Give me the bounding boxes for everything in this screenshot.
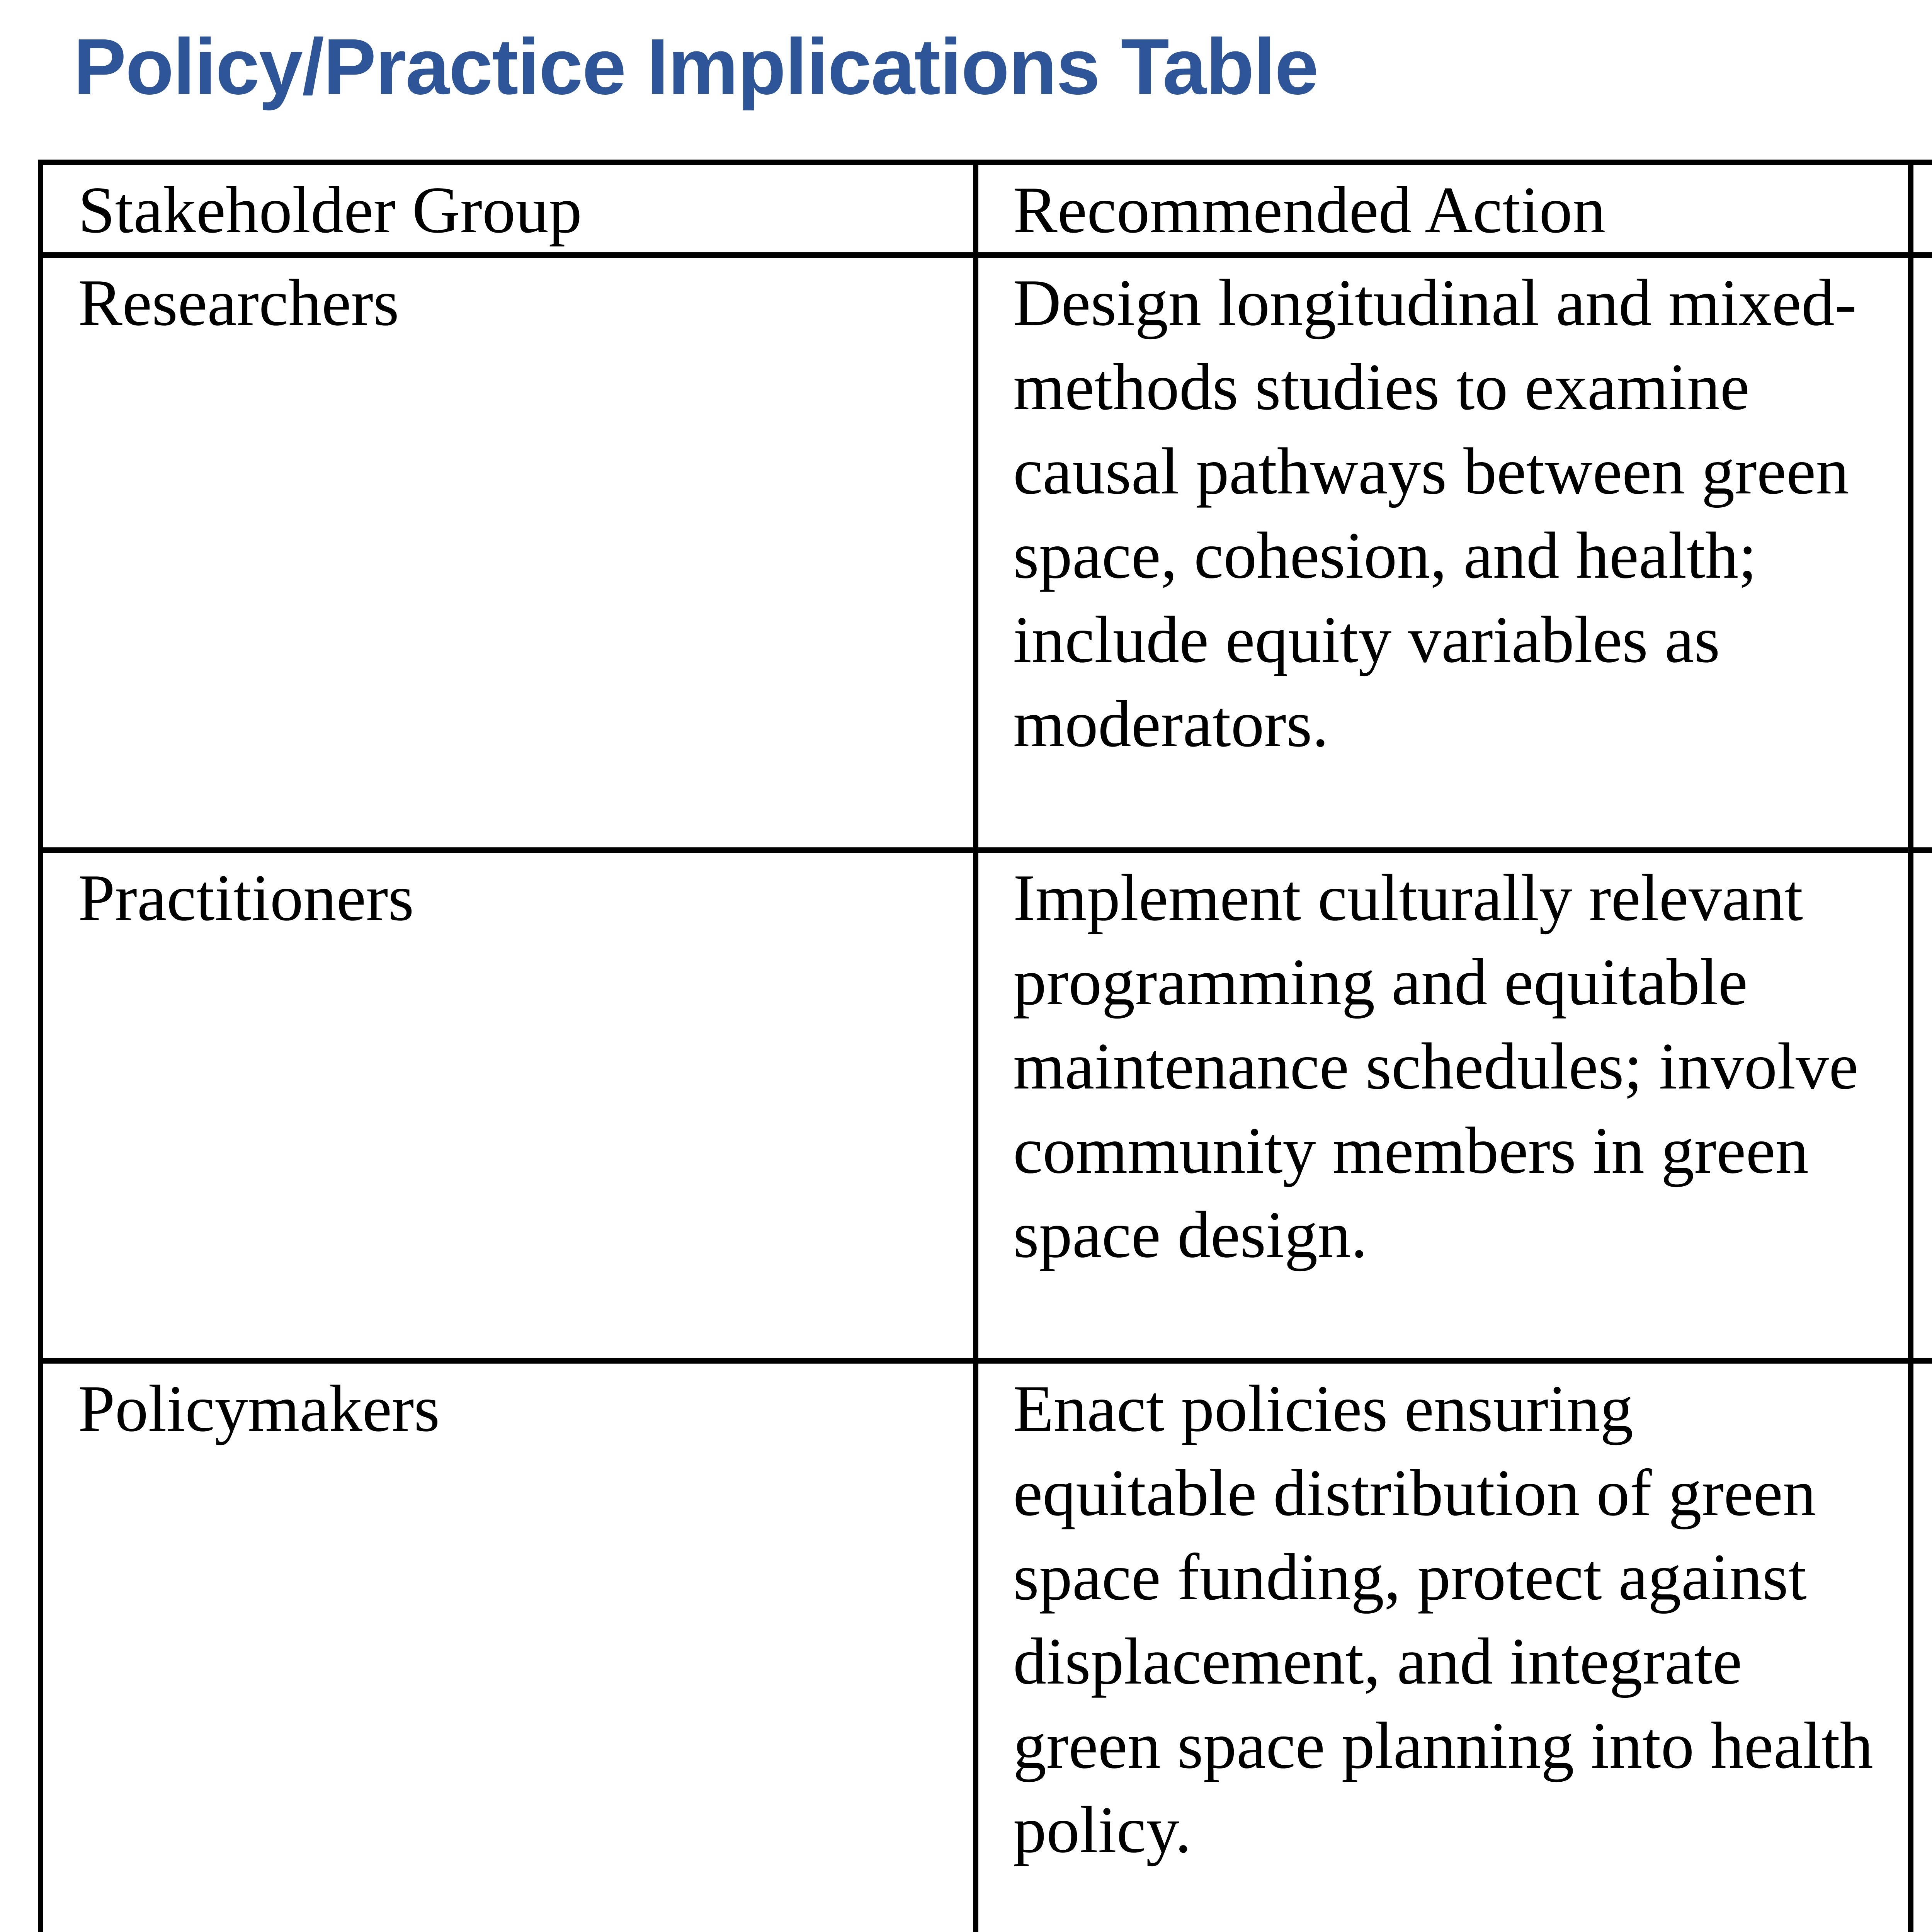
stakeholder-cell: Practitioners (41, 850, 976, 1361)
action-cell: Implement culturally relevant programming and equitable maintenance schedules; involve community members in green space design. (976, 850, 1911, 1361)
evidence-cell (1911, 1361, 1932, 1932)
implications-table (38, 160, 1932, 1932)
action-cell: Enact policies ensuring equitable distribution of green space funding, protect against displacement, and integrate green space planning into health policy. (976, 1361, 1911, 1932)
action-cell: Design longitudinal and mixed-methods studies to examine causal pathways between green space, cohesion, and health; include equity variables as moderators. (976, 255, 1911, 850)
table-row (41, 1361, 1932, 1932)
table-row (41, 850, 1932, 1361)
evidence-cell (1911, 850, 1932, 1361)
header-recommended-action: Recommended Action (976, 162, 1911, 255)
evidence-cell (1911, 255, 1932, 850)
header-stakeholder-group: Stakeholder Group (41, 162, 976, 255)
stakeholder-cell: Researchers (41, 255, 976, 850)
header-supporting-evidence (1911, 162, 1932, 255)
table-header-row (41, 162, 1932, 255)
stakeholder-cell: Policymakers (41, 1361, 976, 1932)
document-title: Policy/Practice Implications Table (73, 22, 1318, 111)
table-row (41, 255, 1932, 850)
